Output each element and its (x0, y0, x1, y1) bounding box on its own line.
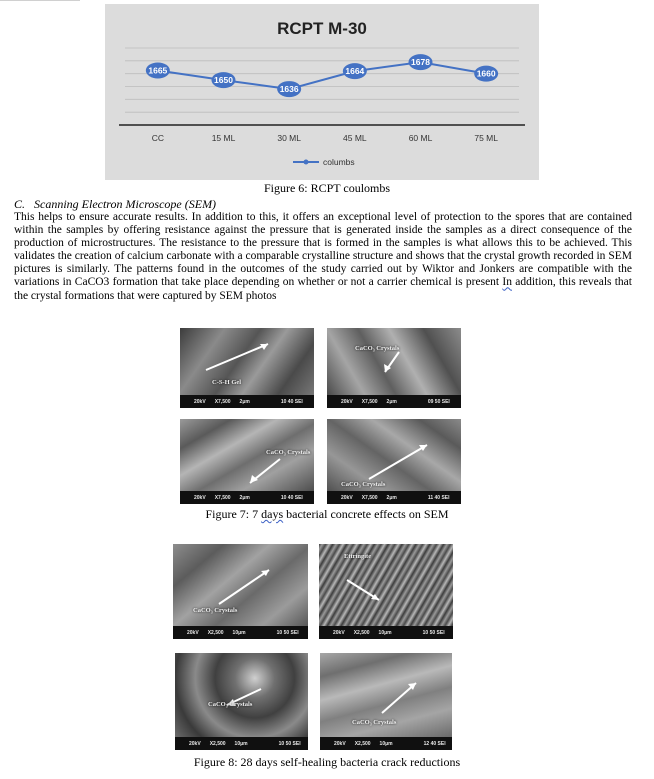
sem-image-8c (175, 653, 308, 750)
sem-image-8b (319, 544, 453, 639)
sem-databar: 20kV X2,500 10μm 10 50 SEI (319, 626, 453, 639)
section-number: C. (14, 197, 26, 211)
sem-label: CaCO₃ Crystals (355, 345, 400, 352)
data-label: 1665 (148, 65, 168, 76)
sem-databar: 20kV X7,500 2μm 10 40 SEI (180, 491, 314, 504)
series-line (158, 62, 486, 89)
x-tick-label: CC (151, 133, 164, 143)
sem-databar: 20kV X2,500 10μm 10 50 SEI (175, 737, 308, 750)
x-tick-label: 30 ML (277, 133, 301, 143)
sem-label: CaCO₃ Crystals (341, 481, 386, 488)
sem-image-7d (327, 419, 461, 504)
chart-canvas (105, 4, 539, 180)
chart-x-ticks (152, 133, 499, 143)
sem-image-7c (180, 419, 314, 504)
rcpt-chart (105, 4, 539, 180)
spellcheck-word: In (502, 276, 512, 289)
sem-databar: 20kV X7,500 2μm 11 40 SEI (327, 491, 461, 504)
section-heading (14, 197, 216, 212)
sem-databar: 20kV X2,500 10μm 12 40 SEI (320, 737, 452, 750)
x-tick-label: 60 ML (408, 133, 433, 143)
sem-image-8a (173, 544, 308, 639)
data-label: 1678 (411, 57, 430, 68)
sem-label: Ettringite (344, 553, 372, 560)
chart-legend (293, 157, 355, 167)
sem-image-7a (180, 328, 314, 408)
figure-6-caption: Figure 6: RCPT coulombs (263, 181, 391, 195)
x-tick-label: 15 ML (211, 133, 236, 143)
sem-databar: 20kV X7,500 2μm 10 40 SEI (180, 395, 314, 408)
sem-label: CaCO₃ Crystals (208, 701, 253, 708)
data-label: 1660 (476, 68, 496, 79)
chart-title: RCPT M-30 (277, 19, 367, 38)
data-label: 1650 (214, 75, 233, 86)
sem-image-7b (327, 328, 461, 408)
sem-image-8d (320, 653, 452, 750)
sem-databar: 20kV X7,500 2μm 09 50 SEI (327, 395, 461, 408)
top-rule (0, 0, 80, 1)
paragraph-text-1: This helps to ensure accurate results. In addition to this, it offers an exceptional level of protection to the spores that are contained within the samples by offering resistance against the pressure that is generated inside the samples as a direct consequence of the production of microstructures. The resistance to the pressure that is formed in the samples is what allows this to be achieved. This validates the creation of calcium carbonate with a comparable crystalline structure and shows that the crystal growth recorded in SEM pictures is similarly. The patterns found in the outcomes of the study carried out by Wiktor and Jonkers are compatible with the variations in CaCO3 formation that take place depending on whether or not a carrier chemical is present (14, 211, 632, 289)
legend-marker (304, 160, 309, 165)
chart-gridlines (119, 48, 525, 125)
paragraph-text-2: addition, this reveals that the crystal formations that were captured by SEM photos (14, 276, 632, 302)
sem-label: CaCO₃ Crystals (352, 719, 397, 726)
figure-8-caption: Figure 8: 28 days self-healing bacteria crack reductions (193, 755, 461, 769)
x-tick-label: 75 ML (474, 133, 498, 143)
sem-label: CaCO₃ Crystals (193, 607, 238, 614)
data-label: 1664 (345, 66, 365, 77)
sem-label: CaCO₃ Crystals (266, 449, 311, 456)
figure-7-caption: Figure 7: 7 days bacterial concrete effects on SEM (205, 507, 449, 521)
sem-databar: 20kV X2,500 10μm 10 50 SEI (173, 626, 308, 639)
x-tick-label: 45 ML (343, 133, 367, 143)
sem-label: C-S-H Gel (212, 379, 242, 386)
legend-label: columbs (323, 157, 355, 167)
body-paragraph (14, 211, 632, 303)
data-label: 1636 (279, 84, 299, 95)
section-title: Scanning Electron Microscope (SEM) (34, 197, 217, 211)
